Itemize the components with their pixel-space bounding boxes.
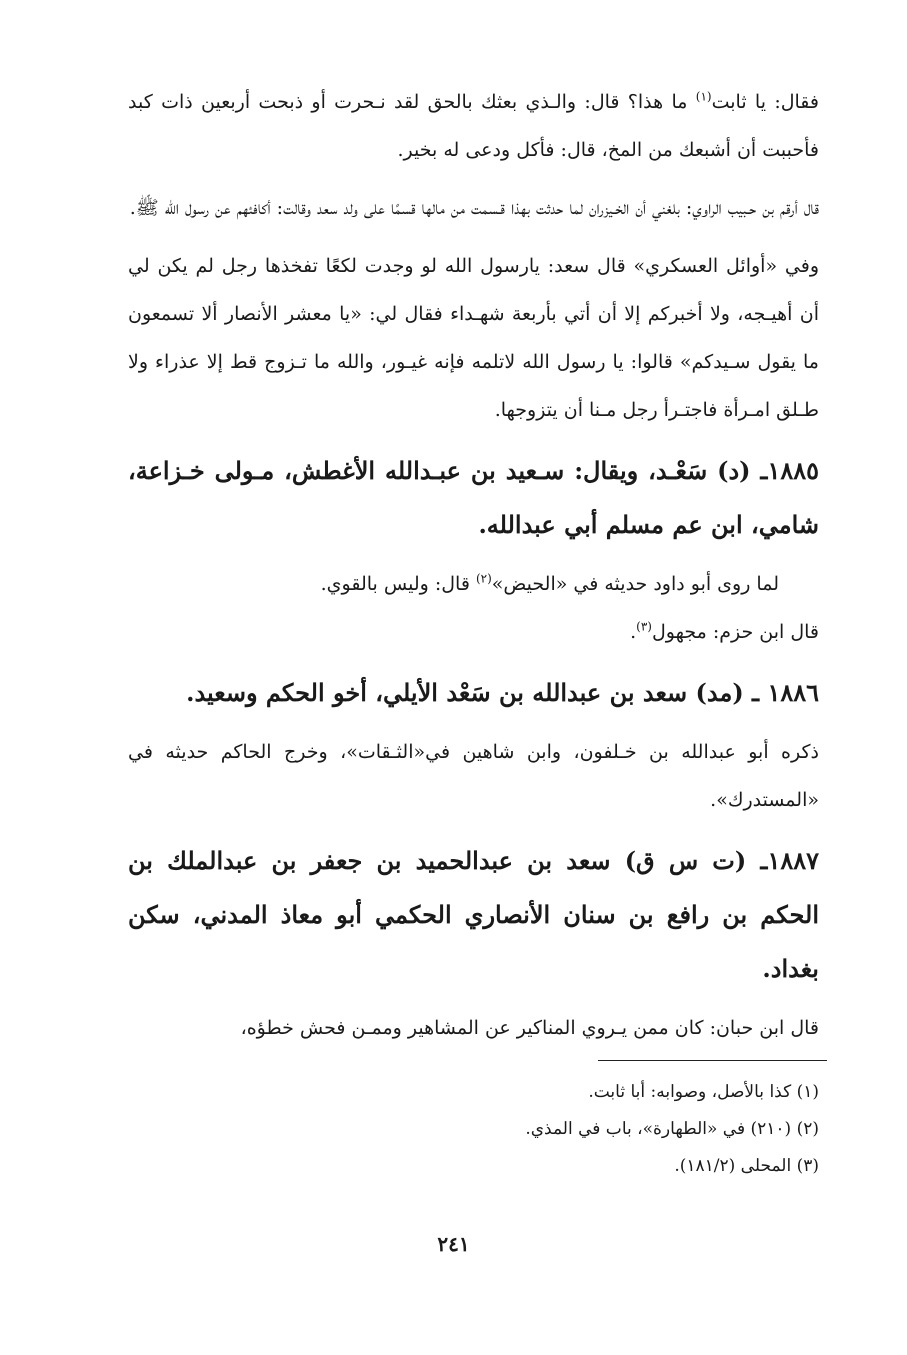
paragraph-text: فقال: يا ثابت bbox=[711, 91, 820, 113]
footnote-1: (١) كذا بالأصل، وصوابه: أبا ثابت. bbox=[588, 1082, 819, 1102]
entry-text: . bbox=[630, 621, 637, 643]
paragraph-thabit bbox=[128, 78, 819, 174]
entry-heading-1887: ١٨٨٧ـ (ت س ق) سعد بن عبدالحميد بن جعفر بن عبدالملك بن الحكم بن رافع بن سنان الأنصاري الحكمي أبو معاذ المدني، سكن بغداد. bbox=[128, 846, 820, 983]
paragraph-text: ما هذا؟ قال: والـذي بعثك بالحق لقد نـحرت أو ذبحت أربعين ذات كبد فأحببت أن أشبعك من المخ، قال: فأكل ودعى له بخير. bbox=[128, 91, 819, 161]
entry-1885-line-2 bbox=[128, 608, 819, 656]
entry-1887-text: قال ابن حبان: كان ممن يـروي المناكير عن المشاهير وممـن فحش خطؤه، bbox=[240, 1017, 819, 1039]
footnote-3: (٣) المحلى (١٨١/٢). bbox=[674, 1156, 819, 1176]
entry-heading-1885: ١٨٨٥ـ (د) سَعْـد، ويقال: سـعيد بن عبـدالله الأغطش، مـولى خـزاعة، شامي، ابن عم مسلم أبي عبدالله. bbox=[128, 456, 820, 539]
entry-heading-1886: ١٨٨٦ ـ (مد) سعد بن عبدالله بن سَعْد الأيلي، أخو الحكم وسعيد. bbox=[186, 678, 819, 707]
entry-1885-line-1 bbox=[128, 560, 819, 608]
page-number: ٢٤١ bbox=[437, 1232, 470, 1256]
footnote-ref-2[interactable]: (٢) bbox=[475, 571, 492, 586]
footnote-ref-3[interactable]: (٣) bbox=[636, 619, 652, 634]
entry-text: قال ابن حزم: مجهول bbox=[651, 621, 819, 643]
footnote-divider bbox=[598, 1060, 827, 1061]
entry-text: لما روى أبو داود حديثه في «الحيض» bbox=[491, 573, 779, 595]
footnote-2: (٢) (٢١٠) في «الطهارة»، باب في المذي. bbox=[525, 1119, 819, 1139]
footnote-ref-1[interactable]: (١) bbox=[695, 89, 712, 104]
entry-1886-text: ذكره أبو عبدالله بن خـلفون، وابن شاهين في«الثـقات»، وخرج الحاكم حديثه في «المستدرك». bbox=[128, 741, 819, 811]
entry-text: قال: وليس بالقوي. bbox=[320, 573, 476, 595]
footnotes bbox=[128, 1074, 819, 1185]
paragraph-askari: وفي «أوائل العسكري» قال سعد: يارسول الله لو وجدت لكعًا تفخذها رجل لم يكن لي أن أهيـجه، ولا أخبركم إلا أن أتي بأربعة شهـداء فقال لي: «يا معشر الأنصار ألا تسمعون ما يقول سـيدكم» قالوا: يا رسول الله لاتلمه فإنه غيـور، والله ما تـزوج قط إلا عذراء ولا طـلق امـرأة فاجتـرأ رجل مـنا أن يتزوجها. bbox=[128, 255, 819, 421]
paragraph-arqam: قال أرقم بن حـبيب الراوي: بلغني أن الخـيزران لما حدثت بهذا قـسمت من مالها قسمًا على ولد سعد وقالت: أكافئهم عن رسول الله ﷺ. bbox=[129, 197, 819, 219]
